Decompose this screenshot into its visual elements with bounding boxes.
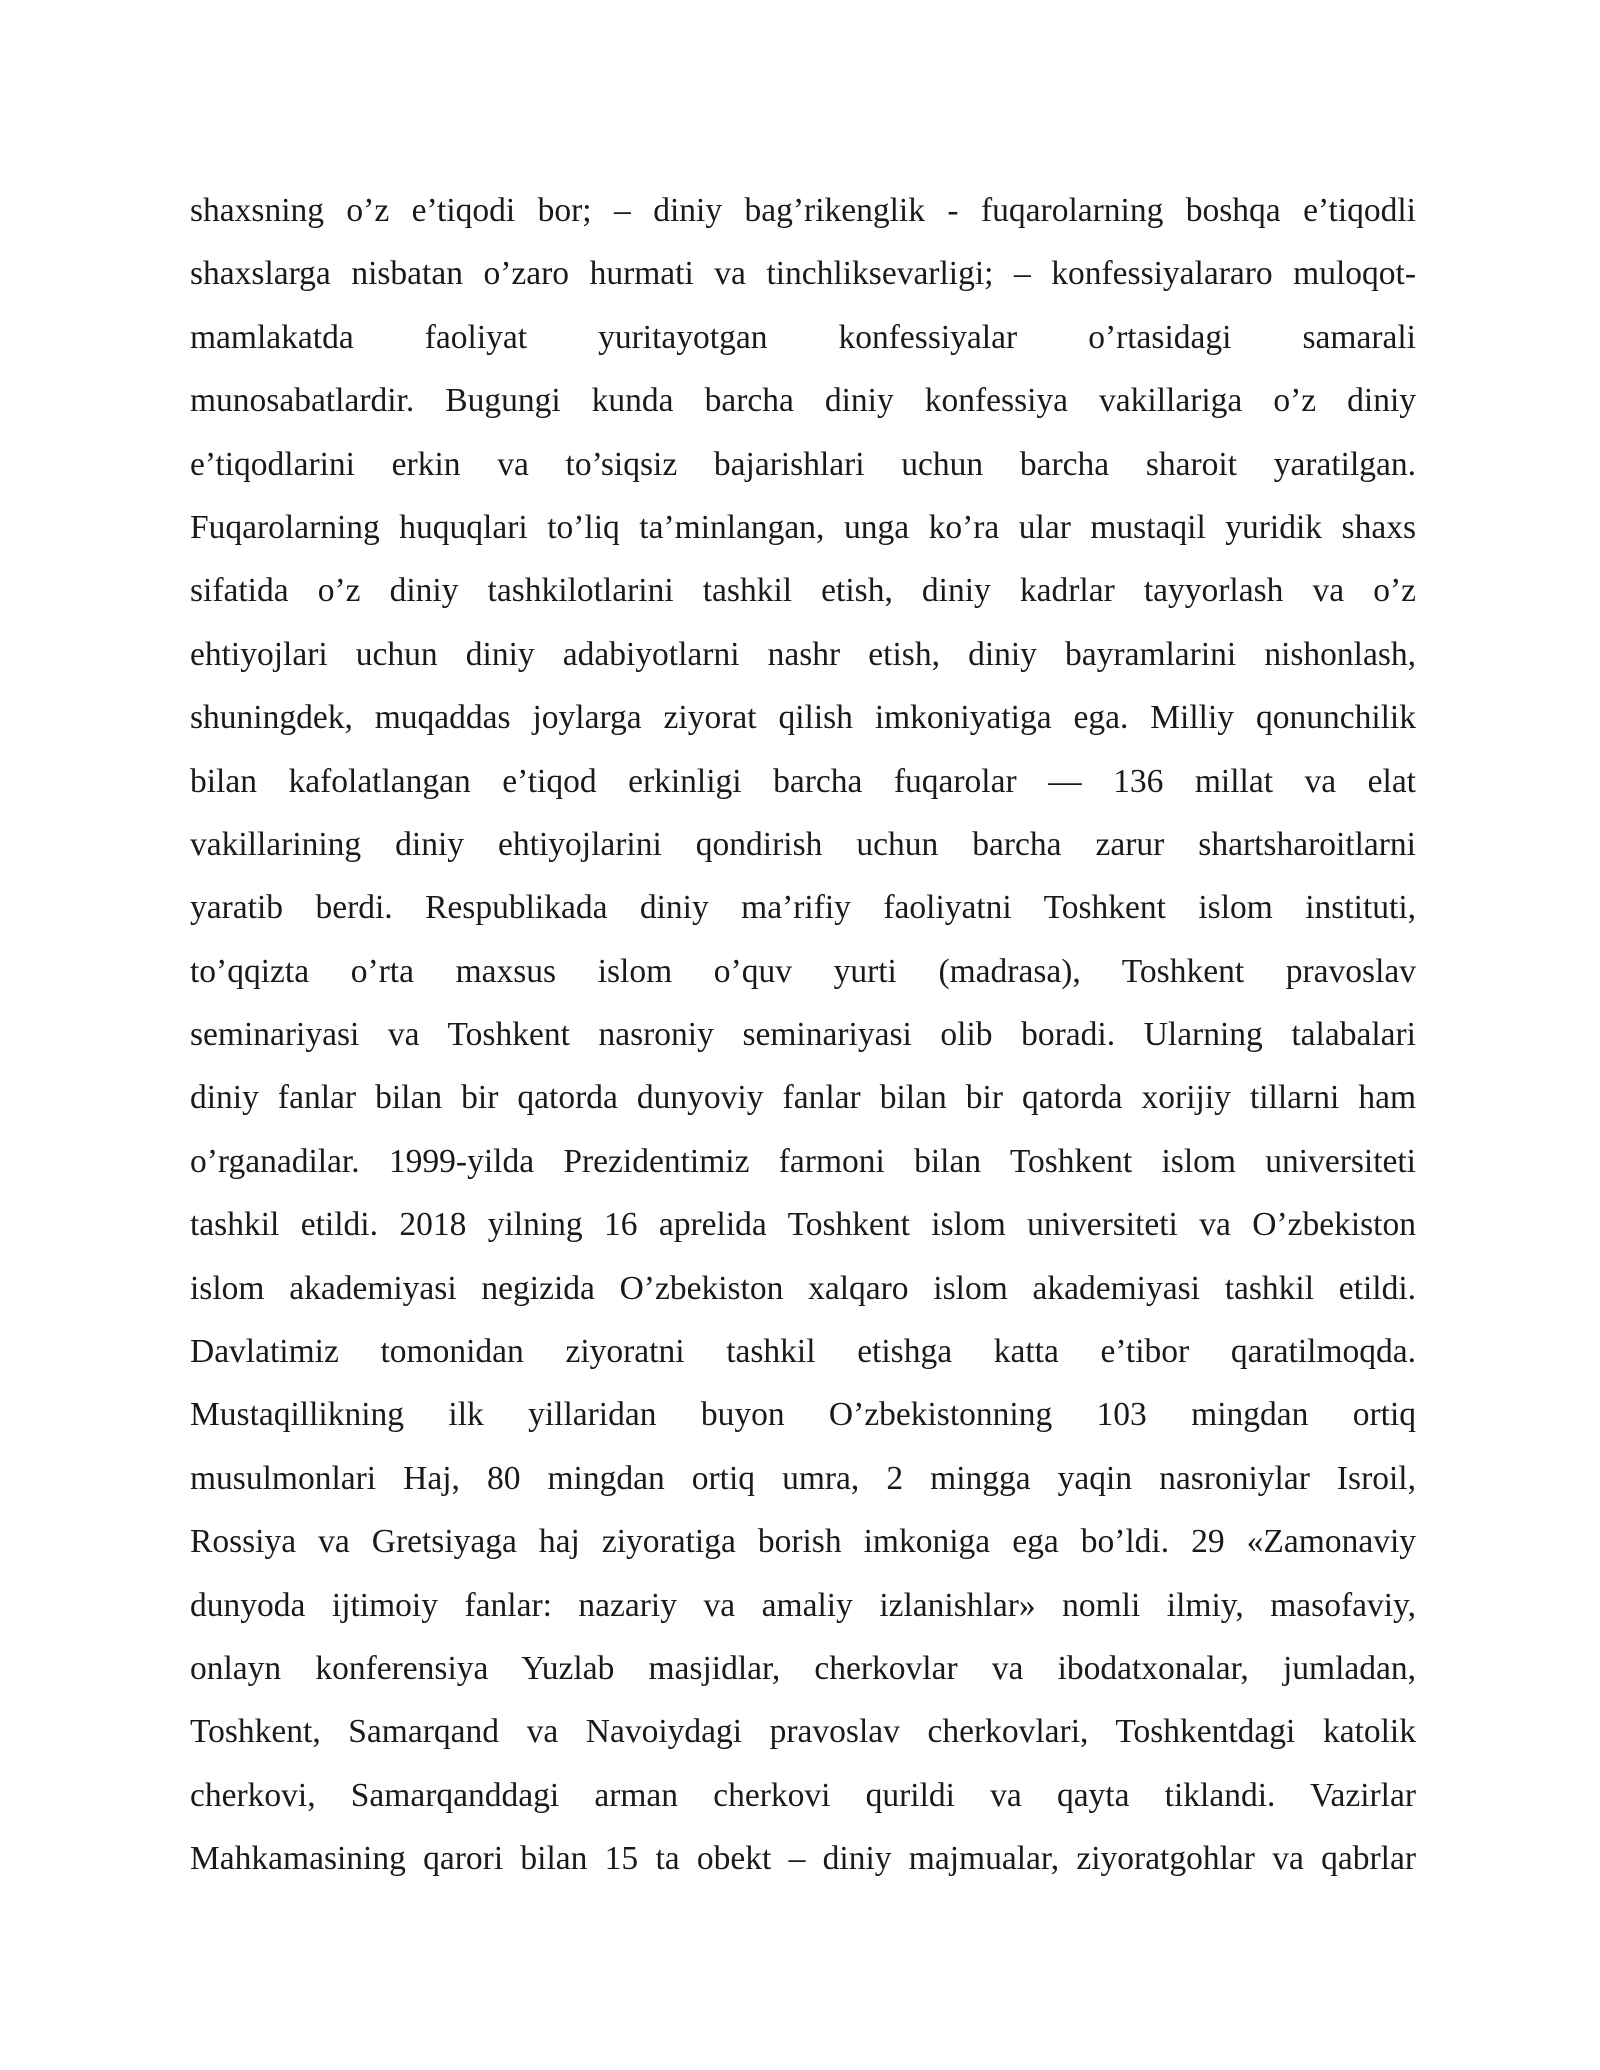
text-line: yaratib berdi. Respublikada diniy ma’rifiy faoliyatni Toshkent islom instituti, xyxy=(190,889,1416,927)
text-line: seminariyasi va Toshkent nasroniy seminariyasi olib boradi. Ularning talabalari xyxy=(190,1016,1416,1054)
text-line: shaxsning o’z e’tiqodi bor; – diniy bag’rikenglik - fuqarolarning boshqa e’tiqodli xyxy=(190,192,1416,229)
text-line: islom akademiyasi negizida O’zbekiston xalqaro islom akademiyasi tashkil etildi. xyxy=(190,1269,1416,1307)
text-line: ehtiyojlari uchun diniy adabiyotlarni nashr etish, diniy bayramlarini nishonlash, xyxy=(190,635,1416,673)
text-line: Mahkamasining qarori bilan 15 ta obekt – diniy majmualar, ziyoratgohlar va qabrlar xyxy=(190,1840,1416,1878)
text-line: Davlatimiz tomonidan ziyoratni tashkil etishga katta e’tibor qaratilmoqda. xyxy=(190,1333,1416,1371)
text-line: munosabatlardir. Bugungi kunda barcha diniy konfessiya vakillariga o’z diniy xyxy=(190,382,1416,420)
text-line: tashkil etildi. 2018 yilning 16 aprelida Toshkent islom universiteti va O’zbekiston xyxy=(190,1206,1416,1244)
text-line: Rossiya va Gretsiyaga haj ziyoratiga borish imkoniga ega bo’ldi. 29 «Zamonaviy xyxy=(190,1523,1416,1561)
text-line: to’qqizta o’rta maxsus islom o’quv yurti (madrasa), Toshkent pravoslav xyxy=(190,952,1416,990)
text-line: Toshkent, Samarqand va Navoiydagi pravoslav cherkovlari, Toshkentdagi katolik xyxy=(190,1713,1416,1751)
text-line: vakillarining diniy ehtiyojlarini qondirish uchun barcha zarur shartsharoitlarni xyxy=(190,825,1416,863)
text-line: diniy fanlar bilan bir qatorda dunyoviy fanlar bilan bir qatorda xorijiy tillarni ham xyxy=(190,1079,1416,1117)
text-line: cherkovi, Samarqanddagi arman cherkovi qurildi va qayta tiklandi. Vazirlar xyxy=(190,1776,1416,1814)
text-line: bilan kafolatlangan e’tiqod erkinligi barcha fuqarolar — 136 millat va elat xyxy=(190,762,1416,800)
text-line: e’tiqodlarini erkin va to’siqsiz bajarishlari uchun barcha sharoit yaratilgan. xyxy=(190,445,1416,483)
text-line: onlayn konferensiya Yuzlab masjidlar, cherkovlar va ibodatxonalar, jumladan, xyxy=(190,1649,1416,1687)
text-line: o’rganadilar. 1999-yilda Prezidentimiz farmoni bilan Toshkent islom universiteti xyxy=(190,1142,1416,1180)
text-line: sifatida o’z diniy tashkilotlarini tashkil etish, diniy kadrlar tayyorlash va o’z xyxy=(190,572,1416,610)
text-line: Mustaqillikning ilk yillaridan buyon O’zbekistonning 103 mingdan ortiq xyxy=(190,1396,1416,1434)
text-line: dunyoda ijtimoiy fanlar: nazariy va amaliy izlanishlar» nomli ilmiy, masofaviy, xyxy=(190,1586,1416,1624)
text-line: musulmonlari Haj, 80 mingdan ortiq umra, 2 mingga yaqin nasroniylar Isroil, xyxy=(190,1459,1416,1497)
body-text xyxy=(190,187,1416,1899)
text-line: shuningdek, muqaddas joylarga ziyorat qilish imkoniyatiga ega. Milliy qonunchilik xyxy=(190,699,1416,737)
text-line: mamlakatda faoliyat yuritayotgan konfessiyalar o’rtasidagi samarali xyxy=(190,318,1416,356)
text-line: Fuqarolarning huquqlari to’liq ta’minlangan, unga ko’ra ular mustaqil yuridik shaxs xyxy=(190,508,1416,546)
text-line: shaxslarga nisbatan o’zaro hurmati va tinchliksevarligi; – konfessiyalararo muloqot- xyxy=(190,255,1416,293)
